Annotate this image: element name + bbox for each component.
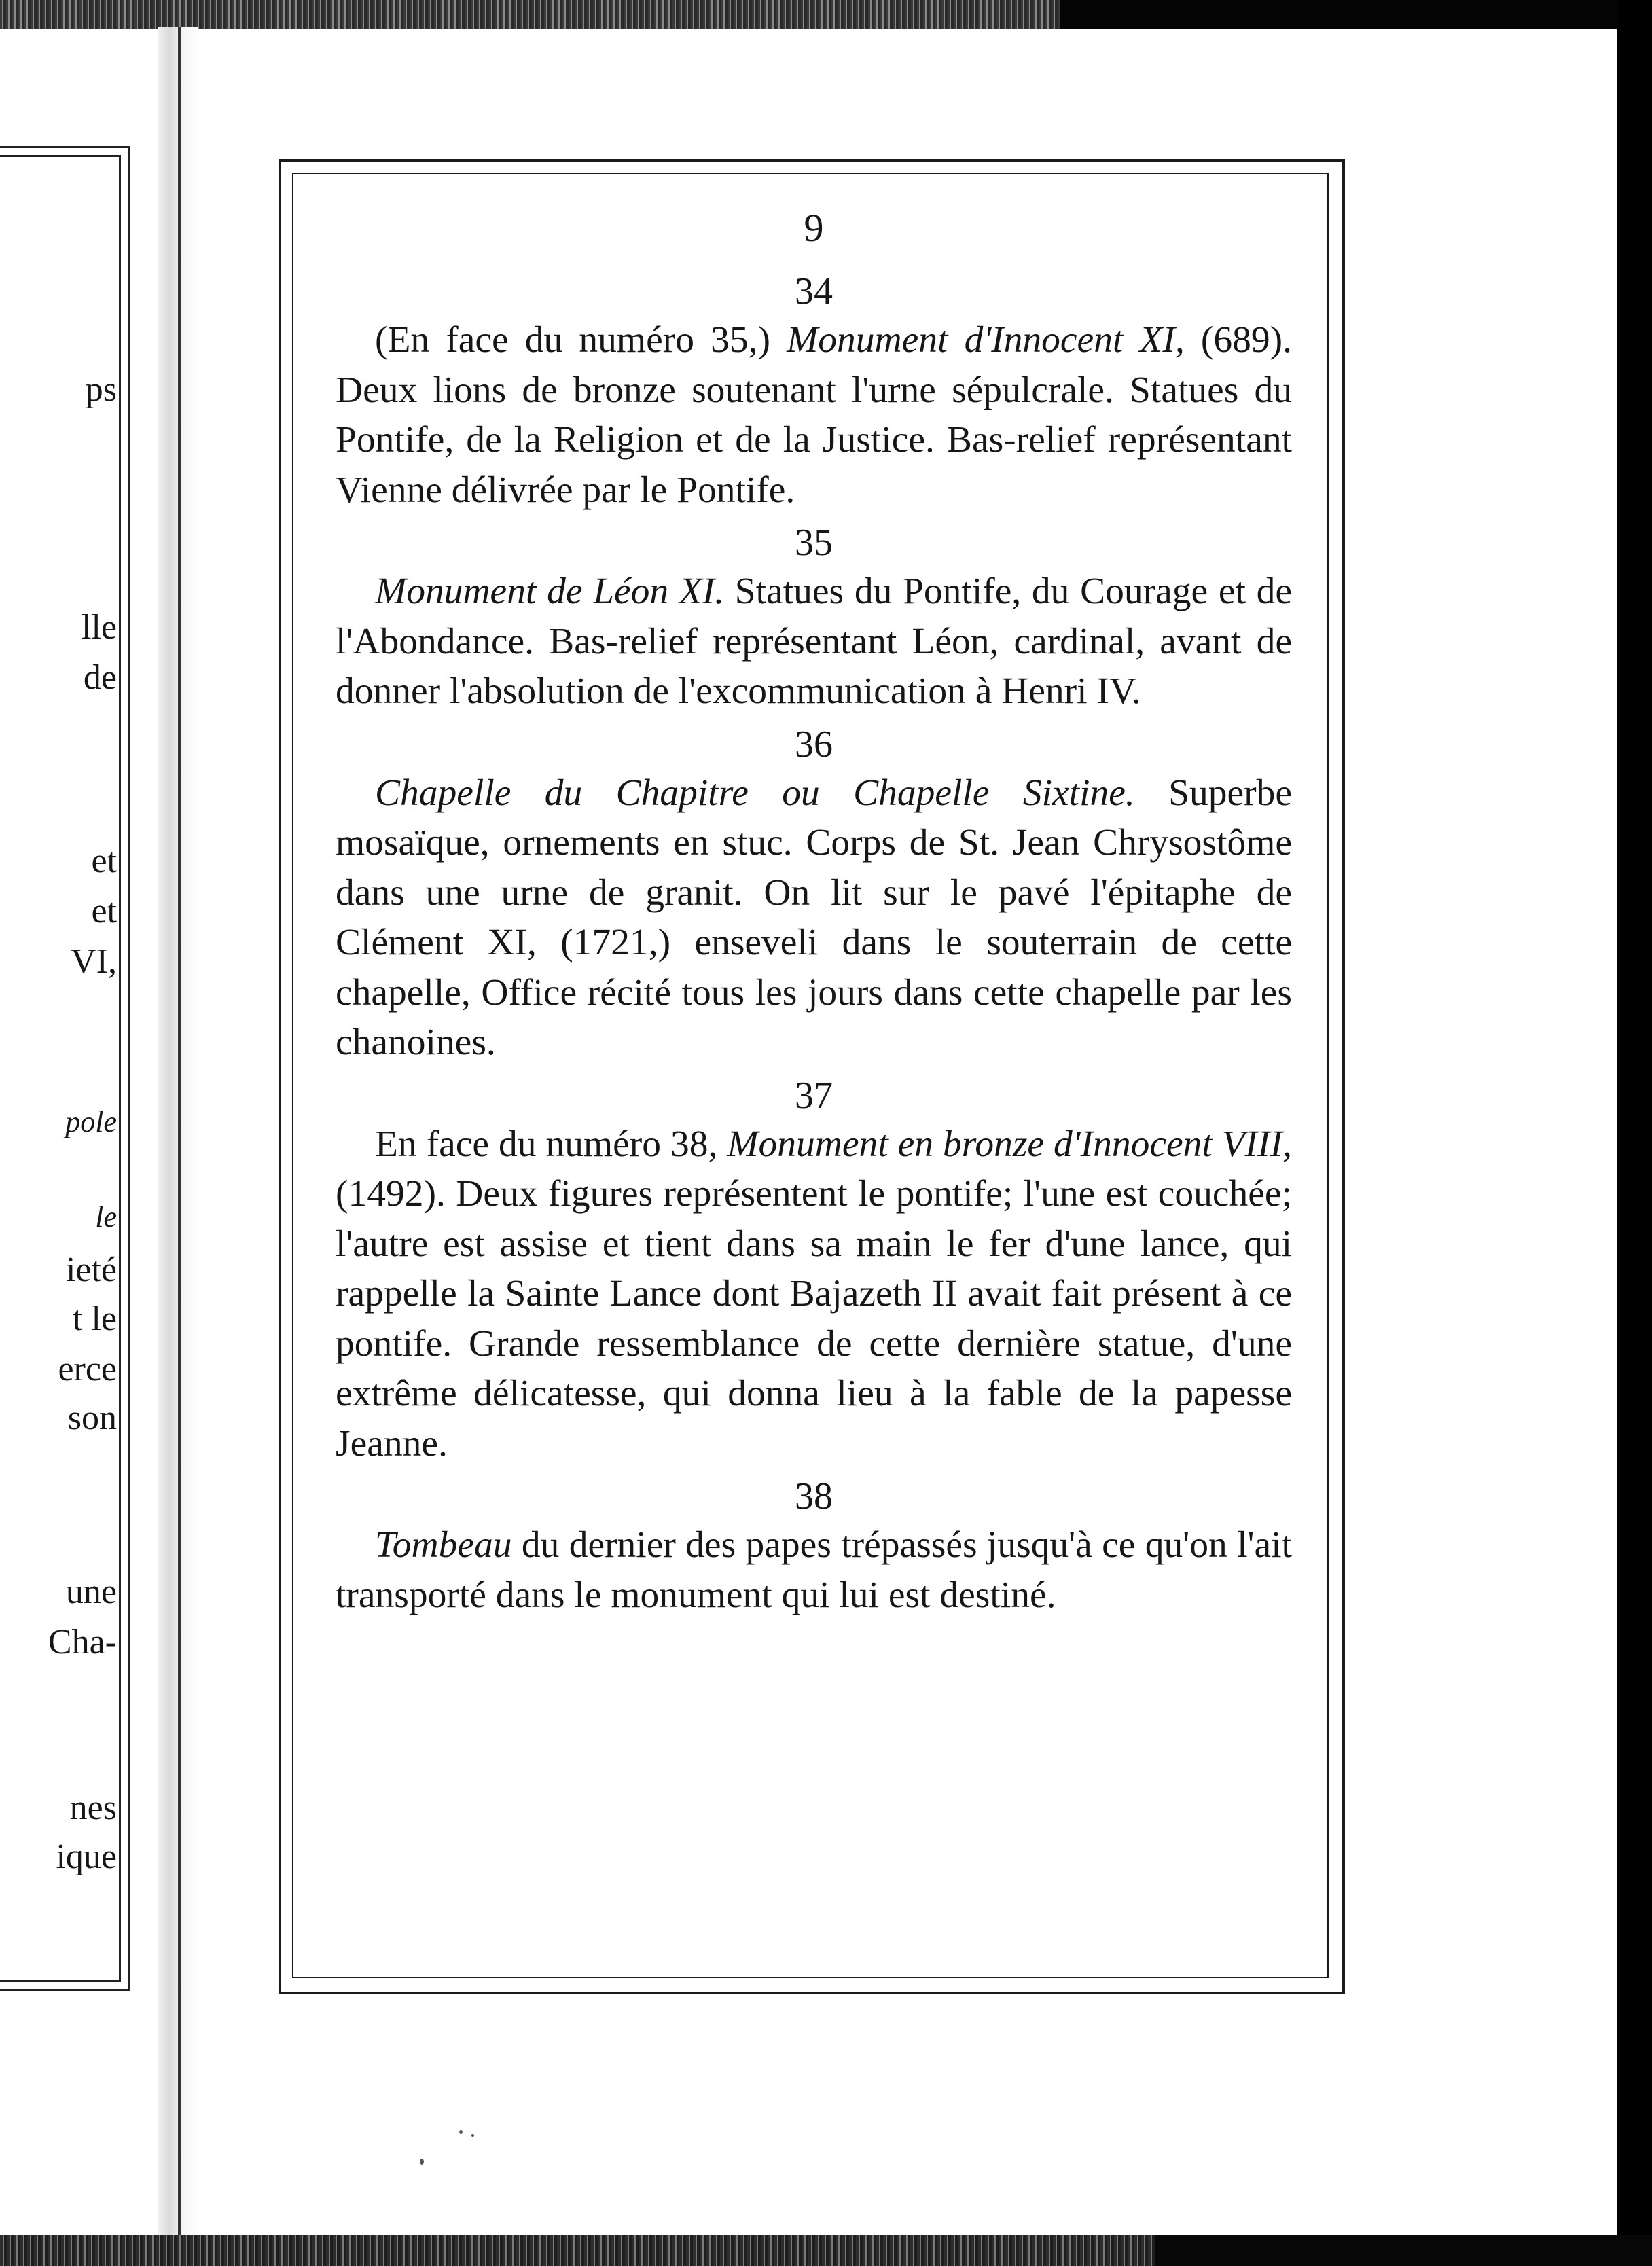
scan-edge-top <box>0 0 1060 29</box>
entry-number-35: 35 <box>795 522 833 564</box>
entry-35-text: Monument de Léon XI. Statues du Pontife, du Courage et de l'Abondance. Bas-relief représentant Léon, cardinal, avant de donner l'absolution de l'excommunication à Henri IV. <box>336 571 1292 712</box>
left-fragment: ique <box>56 1837 117 1876</box>
left-fragment: erce <box>58 1350 117 1388</box>
scan-edge-bottom <box>0 2235 1155 2266</box>
left-fragment: son <box>67 1399 117 1437</box>
left-fragment: t le <box>73 1299 117 1338</box>
scan-edge-bottom-dark <box>1155 2235 1652 2266</box>
scan-edge-top-dark <box>1060 0 1652 29</box>
entry-number-36: 36 <box>795 723 833 766</box>
entry-number-37: 37 <box>795 1074 833 1117</box>
page-number: 9 <box>804 206 824 250</box>
entry-37-text: En face du numéro 38, Monument en bronze d'Innocent VIII, (1492). Deux figures représentent le pontife; l'une est couchée; l'autre est assise et tient dans sa main le fer d'une lance, qui rappelle la Sainte Lance dont Bajazeth II avait fait présent à ce pontife. Grande ressemblance de cette dernière statue, d'une extrême délicatesse, qui donna lieu à la fable de la papesse Jeanne. <box>336 1123 1293 1464</box>
left-fragment: pole <box>65 1105 117 1138</box>
entry-number-34: 34 <box>795 270 833 312</box>
left-fragment: et <box>91 892 117 931</box>
scan-speck <box>471 2134 474 2137</box>
page-text <box>336 204 1292 1624</box>
left-fragment: le <box>95 1200 117 1234</box>
entry-36-text: Chapelle du Chapitre ou Chapelle Sixtine. Superbe mosaïque, ornements en stuc. Corps de St. Jean Chrysostôme dans une urne de granit. On lit sur le pavé l'épitaphe de Clément XI, (1721,) enseveli dans le souterrain de cette chapelle, Office récité tous les jours dans cette chapelle par les chanoines. <box>336 772 1292 1063</box>
left-fragment: ps <box>85 370 117 409</box>
left-fragment: une <box>65 1572 117 1611</box>
scan-speck <box>420 2159 424 2165</box>
gutter-fold-line <box>178 27 181 2236</box>
left-fragment: et <box>91 842 117 880</box>
left-fragment: ieté <box>65 1251 117 1289</box>
left-fragment: nes <box>69 1788 117 1827</box>
entry-number-38: 38 <box>795 1475 833 1517</box>
entry-38-text: Tombeau du dernier des papes trépassés jusqu'à ce qu'on l'ait transporté dans le monument qui lui est destiné. <box>336 1524 1292 1616</box>
left-fragment: de <box>83 658 117 697</box>
scan-edge-right <box>1617 0 1652 2266</box>
left-fragment: Cha- <box>48 1623 117 1661</box>
scan-speck <box>459 2130 463 2134</box>
left-page-frame <box>0 155 121 1982</box>
left-fragment: VI, <box>71 942 117 981</box>
left-fragment: lle <box>82 608 117 647</box>
entry-34-text: (En face du numéro 35,) Monument d'Innocent XI, (689). Deux lions de bronze soutenant l'urne sépulcrale. Statues du Pontife, de la Religion et de la Justice. Bas-relief représentant Vienne délivrée par le Pontife. <box>336 319 1292 511</box>
